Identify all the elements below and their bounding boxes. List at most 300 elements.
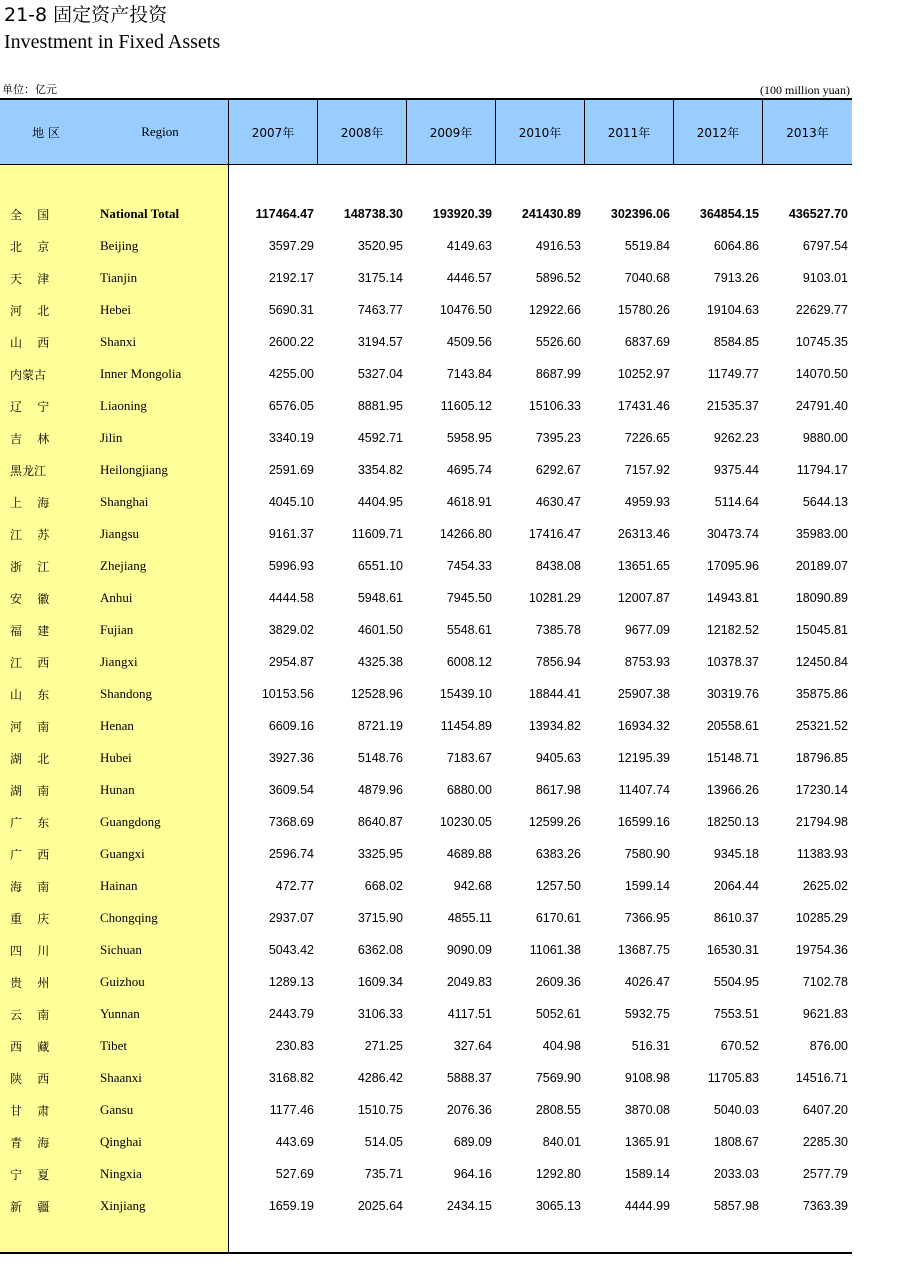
value-cell: 4045.10 bbox=[268, 495, 314, 509]
value-cell: 8438.08 bbox=[535, 559, 581, 573]
region-name-en: Sichuan bbox=[100, 942, 142, 957]
value-cell: 10252.97 bbox=[617, 367, 670, 381]
region-name-cn: 河 北 bbox=[10, 303, 50, 318]
value-cell: 2064.44 bbox=[713, 879, 759, 893]
value-cell: 5857.98 bbox=[713, 1199, 759, 1213]
table-row bbox=[0, 774, 852, 806]
value-cell: 7454.33 bbox=[446, 559, 492, 573]
value-cell: 670.52 bbox=[720, 1039, 759, 1053]
region-name-cn: 云 南 bbox=[10, 1007, 50, 1022]
region-name-cn: 广 东 bbox=[10, 815, 50, 830]
value-cell: 25321.52 bbox=[795, 719, 848, 733]
value-cell: 12450.84 bbox=[795, 655, 848, 669]
region-name-en: Anhui bbox=[100, 590, 133, 605]
value-cell: 2076.36 bbox=[446, 1103, 492, 1117]
region-name-cn: 陕 西 bbox=[10, 1071, 50, 1086]
value-cell: 15780.26 bbox=[617, 303, 670, 317]
value-cell: 9090.09 bbox=[446, 943, 492, 957]
region-name-cn: 青 海 bbox=[10, 1135, 50, 1150]
value-cell: 4630.47 bbox=[535, 495, 581, 509]
region-name-en: Hubei bbox=[100, 750, 132, 765]
value-cell: 6064.86 bbox=[713, 239, 759, 253]
value-cell: 7385.78 bbox=[535, 623, 581, 637]
value-cell: 2954.87 bbox=[268, 655, 314, 669]
region-name-en: Qinghai bbox=[100, 1134, 142, 1149]
region-name-en: Tibet bbox=[100, 1038, 127, 1053]
table-row bbox=[0, 678, 852, 710]
table-row bbox=[0, 1062, 852, 1094]
value-cell: 7856.94 bbox=[535, 655, 581, 669]
region-name-en: Ningxia bbox=[100, 1166, 142, 1181]
value-cell: 5896.52 bbox=[535, 271, 581, 285]
value-cell: 7183.67 bbox=[446, 751, 492, 765]
value-cell: 668.02 bbox=[364, 879, 403, 893]
region-name-en: Fujian bbox=[100, 622, 134, 637]
region-name-cn: 河 南 bbox=[10, 719, 50, 734]
value-cell: 6551.10 bbox=[357, 559, 403, 573]
value-cell: 3715.90 bbox=[357, 911, 403, 925]
region-name-cn: 江 西 bbox=[10, 655, 50, 670]
region-name-cn: 湖 南 bbox=[10, 783, 50, 798]
value-cell: 6609.16 bbox=[268, 719, 314, 733]
value-cell: 193920.39 bbox=[432, 207, 492, 221]
value-cell: 9103.01 bbox=[802, 271, 848, 285]
value-cell: 271.25 bbox=[364, 1039, 403, 1053]
value-cell: 2625.02 bbox=[802, 879, 848, 893]
value-cell: 2600.22 bbox=[268, 335, 314, 349]
value-cell: 17416.47 bbox=[528, 527, 581, 541]
value-cell: 514.05 bbox=[364, 1135, 403, 1149]
table-row-total bbox=[0, 198, 852, 230]
region-name-cn: 上 海 bbox=[10, 495, 50, 510]
value-cell: 12182.52 bbox=[706, 623, 759, 637]
value-cell: 5114.64 bbox=[714, 495, 759, 509]
table-row bbox=[0, 870, 852, 902]
region-name-en: Heilongjiang bbox=[100, 462, 168, 477]
value-cell: 4286.42 bbox=[357, 1071, 403, 1085]
year-header: 2013年 bbox=[786, 125, 829, 140]
value-cell: 516.31 bbox=[631, 1039, 670, 1053]
value-cell: 11749.77 bbox=[707, 367, 759, 381]
region-name-en: Xinjiang bbox=[100, 1198, 146, 1213]
table-row bbox=[0, 806, 852, 838]
value-cell: 436527.70 bbox=[788, 207, 848, 221]
page-title-en: Investment in Fixed Assets bbox=[4, 31, 221, 53]
value-cell: 5040.03 bbox=[713, 1103, 759, 1117]
region-name-cn: 福 建 bbox=[10, 623, 50, 638]
value-cell: 12599.26 bbox=[528, 815, 581, 829]
value-cell: 11609.71 bbox=[351, 527, 403, 541]
region-name-en: Hebei bbox=[100, 302, 132, 317]
value-cell: 13687.75 bbox=[617, 943, 670, 957]
value-cell: 4446.57 bbox=[446, 271, 492, 285]
value-cell: 148738.30 bbox=[343, 207, 403, 221]
value-cell: 7553.51 bbox=[713, 1007, 759, 1021]
value-cell: 7226.65 bbox=[624, 431, 670, 445]
value-cell: 13966.26 bbox=[706, 783, 759, 797]
value-cell: 1292.80 bbox=[535, 1167, 581, 1181]
value-cell: 2577.79 bbox=[802, 1167, 848, 1181]
value-cell: 4959.93 bbox=[624, 495, 670, 509]
value-cell: 4444.58 bbox=[268, 591, 314, 605]
value-cell: 15148.71 bbox=[706, 751, 759, 765]
region-name-cn: 浙 江 bbox=[10, 559, 50, 574]
value-cell: 11705.83 bbox=[707, 1071, 759, 1085]
value-cell: 2596.74 bbox=[268, 847, 314, 861]
value-cell: 7040.68 bbox=[624, 271, 670, 285]
value-cell: 20558.61 bbox=[706, 719, 759, 733]
value-cell: 18090.89 bbox=[795, 591, 848, 605]
region-name-en: Henan bbox=[100, 718, 134, 733]
value-cell: 3194.57 bbox=[357, 335, 403, 349]
value-cell: 5644.13 bbox=[802, 495, 848, 509]
value-cell: 18796.85 bbox=[795, 751, 848, 765]
value-cell: 2192.17 bbox=[268, 271, 314, 285]
table-row bbox=[0, 518, 852, 550]
region-name-en: Guangdong bbox=[100, 814, 161, 829]
table-row bbox=[0, 390, 852, 422]
value-cell: 5526.60 bbox=[535, 335, 581, 349]
value-cell: 17431.46 bbox=[617, 399, 670, 413]
value-cell: 5327.04 bbox=[357, 367, 403, 381]
value-cell: 3065.13 bbox=[535, 1199, 581, 1213]
region-name-cn: 海 南 bbox=[10, 879, 50, 894]
region-name-cn: 重 庆 bbox=[10, 911, 50, 926]
value-cell: 230.83 bbox=[275, 1039, 314, 1053]
region-name-en: Guizhou bbox=[100, 974, 145, 989]
value-cell: 4916.53 bbox=[535, 239, 581, 253]
region-name-cn: 全 国 bbox=[10, 207, 50, 222]
value-cell: 10230.05 bbox=[439, 815, 492, 829]
region-header-cn: 地 区 bbox=[32, 125, 60, 140]
value-cell: 327.64 bbox=[453, 1039, 492, 1053]
region-name-en: Shandong bbox=[100, 686, 152, 701]
value-cell: 3106.33 bbox=[357, 1007, 403, 1021]
region-name-en: National Total bbox=[100, 206, 180, 221]
value-cell: 7913.26 bbox=[713, 271, 759, 285]
table-row bbox=[0, 262, 852, 294]
value-cell: 35875.86 bbox=[795, 687, 848, 701]
value-cell: 17095.96 bbox=[706, 559, 759, 573]
table-row bbox=[0, 742, 852, 774]
value-cell: 4592.71 bbox=[357, 431, 403, 445]
region-name-cn: 吉 林 bbox=[10, 431, 50, 446]
year-header: 2012年 bbox=[674, 100, 763, 164]
value-cell: 13934.82 bbox=[528, 719, 581, 733]
region-name-en: Shanxi bbox=[100, 334, 137, 349]
table-row bbox=[0, 454, 852, 486]
region-name-en: Jiangxi bbox=[100, 654, 138, 669]
value-cell: 5548.61 bbox=[446, 623, 492, 637]
value-cell: 7368.69 bbox=[268, 815, 314, 829]
table-row bbox=[0, 358, 852, 390]
value-cell: 876.00 bbox=[809, 1039, 848, 1053]
value-cell: 13651.65 bbox=[617, 559, 670, 573]
region-name-en: Zhejiang bbox=[100, 558, 147, 573]
table-row bbox=[0, 550, 852, 582]
value-cell: 7945.50 bbox=[446, 591, 492, 605]
value-cell: 11454.89 bbox=[440, 719, 492, 733]
region-name-cn: 江 苏 bbox=[10, 527, 50, 542]
region-name-cn: 四 川 bbox=[10, 943, 50, 958]
value-cell: 14266.80 bbox=[439, 527, 492, 541]
value-cell: 18250.13 bbox=[706, 815, 759, 829]
value-cell: 404.98 bbox=[542, 1039, 581, 1053]
value-cell: 7463.77 bbox=[357, 303, 403, 317]
value-cell: 4026.47 bbox=[624, 975, 670, 989]
value-cell: 1257.50 bbox=[535, 879, 581, 893]
value-cell: 30473.74 bbox=[706, 527, 759, 541]
value-cell: 1289.13 bbox=[268, 975, 314, 989]
value-cell: 15106.33 bbox=[528, 399, 581, 413]
year-header: 2007年 bbox=[229, 100, 318, 164]
value-cell: 10281.29 bbox=[528, 591, 581, 605]
value-cell: 4509.56 bbox=[446, 335, 492, 349]
value-cell: 9108.98 bbox=[624, 1071, 670, 1085]
value-cell: 12528.96 bbox=[350, 687, 403, 701]
table-row bbox=[0, 710, 852, 742]
table-row bbox=[0, 614, 852, 646]
value-cell: 19754.36 bbox=[795, 943, 848, 957]
value-cell: 1510.75 bbox=[357, 1103, 403, 1117]
value-cell: 9375.44 bbox=[713, 463, 759, 477]
value-cell: 6383.26 bbox=[535, 847, 581, 861]
table-row bbox=[0, 902, 852, 934]
table-row bbox=[0, 294, 852, 326]
value-cell: 1808.67 bbox=[713, 1135, 759, 1149]
value-cell: 2808.55 bbox=[535, 1103, 581, 1117]
value-cell: 5043.42 bbox=[268, 943, 314, 957]
value-cell: 5948.61 bbox=[357, 591, 403, 605]
value-cell: 10153.56 bbox=[261, 687, 314, 701]
value-cell: 3597.29 bbox=[268, 239, 314, 253]
value-cell: 20189.07 bbox=[795, 559, 848, 573]
value-cell: 17230.14 bbox=[795, 783, 848, 797]
region-name-en: Inner Mongolia bbox=[100, 366, 182, 381]
region-header-en: Region bbox=[141, 124, 179, 139]
table-row bbox=[0, 838, 852, 870]
value-cell: 1609.34 bbox=[357, 975, 403, 989]
value-cell: 9405.63 bbox=[535, 751, 581, 765]
value-cell: 1177.46 bbox=[269, 1103, 314, 1117]
value-cell: 2025.64 bbox=[357, 1199, 403, 1213]
table-row bbox=[0, 1158, 852, 1190]
region-name-en: Liaoning bbox=[100, 398, 147, 413]
year-header: 2008年 bbox=[318, 100, 407, 164]
region-name-cn: 湖 北 bbox=[10, 751, 50, 766]
value-cell: 19104.63 bbox=[706, 303, 759, 317]
table-row bbox=[0, 966, 852, 998]
value-cell: 6880.00 bbox=[446, 783, 492, 797]
value-cell: 1599.14 bbox=[624, 879, 670, 893]
value-cell: 8584.85 bbox=[713, 335, 759, 349]
value-cell: 4855.11 bbox=[447, 911, 492, 925]
table-row bbox=[0, 646, 852, 678]
value-cell: 443.69 bbox=[275, 1135, 314, 1149]
value-cell: 5519.84 bbox=[624, 239, 670, 253]
value-cell: 16599.16 bbox=[617, 815, 670, 829]
value-cell: 21535.37 bbox=[706, 399, 759, 413]
value-cell: 3927.36 bbox=[268, 751, 314, 765]
value-cell: 9161.37 bbox=[268, 527, 314, 541]
region-name-en: Hainan bbox=[100, 878, 138, 893]
table-row bbox=[0, 582, 852, 614]
value-cell: 21794.98 bbox=[795, 815, 848, 829]
table-row bbox=[0, 1030, 852, 1062]
value-cell: 9621.83 bbox=[802, 1007, 848, 1021]
value-cell: 7102.78 bbox=[802, 975, 848, 989]
value-cell: 16934.32 bbox=[617, 719, 670, 733]
value-cell: 25907.38 bbox=[617, 687, 670, 701]
value-cell: 5052.61 bbox=[535, 1007, 581, 1021]
value-cell: 3870.08 bbox=[624, 1103, 670, 1117]
value-cell: 7363.39 bbox=[802, 1199, 848, 1213]
value-cell: 3609.54 bbox=[268, 783, 314, 797]
region-name-cn: 安 徽 bbox=[10, 591, 50, 606]
table-row bbox=[0, 1190, 852, 1222]
value-cell: 8687.99 bbox=[535, 367, 581, 381]
value-cell: 2937.07 bbox=[268, 911, 314, 925]
value-cell: 7395.23 bbox=[535, 431, 581, 445]
value-cell: 8881.95 bbox=[357, 399, 403, 413]
value-cell: 14070.50 bbox=[795, 367, 848, 381]
region-name-cn: 西 藏 bbox=[10, 1039, 50, 1054]
value-cell: 11794.17 bbox=[796, 463, 848, 477]
data-table bbox=[0, 98, 852, 1254]
region-name-cn: 北 京 bbox=[10, 239, 50, 254]
value-cell: 6170.61 bbox=[535, 911, 581, 925]
value-cell: 30319.76 bbox=[706, 687, 759, 701]
value-cell: 3340.19 bbox=[268, 431, 314, 445]
value-cell: 8721.19 bbox=[357, 719, 403, 733]
value-cell: 4879.96 bbox=[357, 783, 403, 797]
value-cell: 2609.36 bbox=[535, 975, 581, 989]
value-cell: 24791.40 bbox=[795, 399, 848, 413]
value-cell: 6292.67 bbox=[535, 463, 581, 477]
region-name-en: Hunan bbox=[100, 782, 135, 797]
value-cell: 11407.74 bbox=[618, 783, 670, 797]
value-cell: 1659.19 bbox=[268, 1199, 314, 1213]
value-cell: 4117.51 bbox=[447, 1007, 492, 1021]
value-cell: 6008.12 bbox=[446, 655, 492, 669]
region-name-en: Jiangsu bbox=[100, 526, 139, 541]
value-cell: 8610.37 bbox=[713, 911, 759, 925]
value-cell: 9880.00 bbox=[802, 431, 848, 445]
region-name-cn: 山 西 bbox=[10, 335, 50, 350]
value-cell: 7143.84 bbox=[446, 367, 492, 381]
value-cell: 117464.47 bbox=[255, 207, 314, 221]
value-cell: 4601.50 bbox=[357, 623, 403, 637]
value-cell: 2033.03 bbox=[713, 1167, 759, 1181]
value-cell: 10378.37 bbox=[706, 655, 759, 669]
value-cell: 3354.82 bbox=[357, 463, 403, 477]
region-name-en: Yunnan bbox=[100, 1006, 140, 1021]
table-row bbox=[0, 422, 852, 454]
table-row bbox=[0, 934, 852, 966]
value-cell: 4444.99 bbox=[624, 1199, 670, 1213]
value-cell: 3829.02 bbox=[268, 623, 314, 637]
value-cell: 7366.95 bbox=[624, 911, 670, 925]
value-cell: 2434.15 bbox=[446, 1199, 492, 1213]
value-cell: 241430.89 bbox=[521, 207, 581, 221]
value-cell: 4618.91 bbox=[446, 495, 492, 509]
region-name-cn: 甘 肃 bbox=[10, 1103, 50, 1118]
page-title-cn: 21-8 固定资产投资 bbox=[4, 4, 168, 26]
table-row bbox=[0, 1094, 852, 1126]
value-cell: 3325.95 bbox=[357, 847, 403, 861]
region-name-en: Chongqing bbox=[100, 910, 158, 925]
region-name-en: Tianjin bbox=[100, 270, 138, 285]
value-cell: 689.09 bbox=[453, 1135, 492, 1149]
region-name-cn: 新 疆 bbox=[10, 1199, 50, 1214]
value-cell: 35983.00 bbox=[795, 527, 848, 541]
value-cell: 22629.77 bbox=[795, 303, 848, 317]
value-cell: 2049.83 bbox=[446, 975, 492, 989]
table-row bbox=[0, 1126, 852, 1158]
value-cell: 11605.12 bbox=[440, 399, 492, 413]
value-cell: 14516.71 bbox=[795, 1071, 848, 1085]
unit-label-en: (100 million yuan) bbox=[760, 83, 850, 97]
table-rows bbox=[0, 198, 852, 1222]
value-cell: 10476.50 bbox=[439, 303, 492, 317]
value-cell: 26313.46 bbox=[617, 527, 670, 541]
value-cell: 10285.29 bbox=[795, 911, 848, 925]
region-name-cn: 广 西 bbox=[10, 847, 50, 862]
value-cell: 6362.08 bbox=[357, 943, 403, 957]
value-cell: 527.69 bbox=[275, 1167, 314, 1181]
value-cell: 6837.69 bbox=[624, 335, 670, 349]
value-cell: 5932.75 bbox=[624, 1007, 670, 1021]
value-cell: 7157.92 bbox=[624, 463, 670, 477]
value-cell: 4149.63 bbox=[446, 239, 492, 253]
value-cell: 15045.81 bbox=[795, 623, 848, 637]
value-cell: 302396.06 bbox=[610, 207, 670, 221]
table-row bbox=[0, 326, 852, 358]
value-cell: 18844.41 bbox=[528, 687, 581, 701]
value-cell: 10745.35 bbox=[795, 335, 848, 349]
table-body bbox=[0, 165, 852, 1254]
value-cell: 4255.00 bbox=[268, 367, 314, 381]
value-cell: 2591.69 bbox=[268, 463, 314, 477]
region-name-cn: 黑龙江 bbox=[10, 463, 47, 478]
value-cell: 7580.90 bbox=[624, 847, 670, 861]
region-name-en: Beijing bbox=[100, 238, 139, 253]
region-name-en: Shaanxi bbox=[100, 1070, 142, 1085]
region-name-en: Shanghai bbox=[100, 494, 149, 509]
value-cell: 3168.82 bbox=[268, 1071, 314, 1085]
value-cell: 1365.91 bbox=[624, 1135, 670, 1149]
year-header: 2011年 bbox=[585, 100, 674, 164]
value-cell: 5958.95 bbox=[446, 431, 492, 445]
value-cell: 5996.93 bbox=[268, 559, 314, 573]
value-cell: 12195.39 bbox=[617, 751, 670, 765]
value-cell: 4695.74 bbox=[446, 463, 492, 477]
value-cell: 9677.09 bbox=[624, 623, 670, 637]
value-cell: 5888.37 bbox=[446, 1071, 492, 1085]
region-header bbox=[0, 100, 229, 164]
value-cell: 942.68 bbox=[453, 879, 492, 893]
region-name-cn: 宁 夏 bbox=[10, 1167, 50, 1182]
year-header: 2009年 bbox=[407, 100, 496, 164]
value-cell: 1589.14 bbox=[624, 1167, 670, 1181]
table-header bbox=[0, 98, 852, 165]
value-cell: 4325.38 bbox=[357, 655, 403, 669]
value-cell: 735.71 bbox=[364, 1167, 403, 1181]
region-name-cn: 山 东 bbox=[10, 687, 50, 702]
value-cell: 6407.20 bbox=[802, 1103, 848, 1117]
value-cell: 6576.05 bbox=[268, 399, 314, 413]
region-name-cn: 贵 州 bbox=[10, 975, 50, 990]
